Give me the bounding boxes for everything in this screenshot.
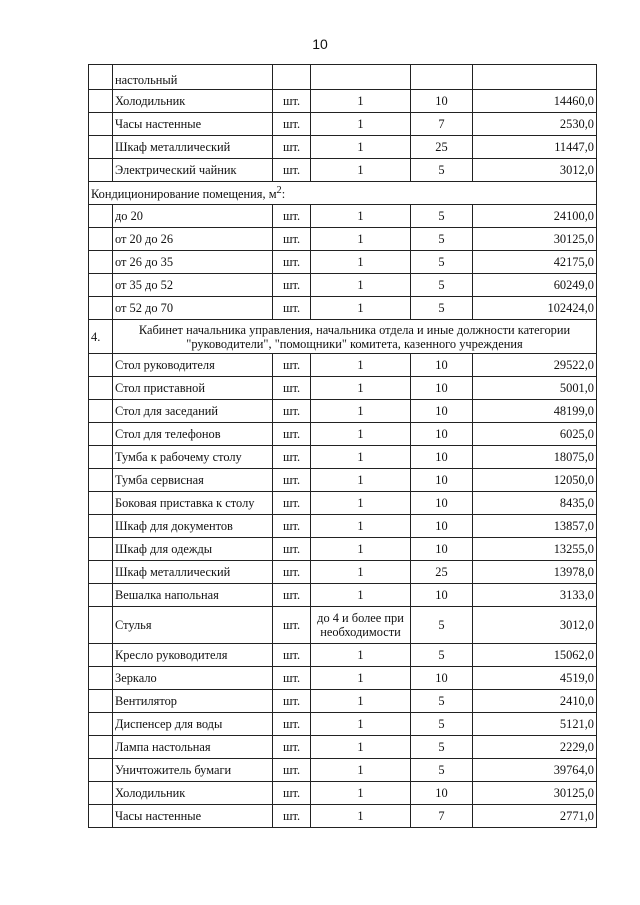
row-number-cell (89, 561, 113, 584)
item-name: от 20 до 26 (113, 228, 273, 251)
item-name: Боковая приставка к столу (113, 492, 273, 515)
table-row (89, 113, 597, 136)
item-name: Стол руководителя (113, 354, 273, 377)
item-quantity: 1 (311, 228, 411, 251)
section-header-row (89, 320, 597, 354)
item-name: Холодильник (113, 90, 273, 113)
table-row (89, 805, 597, 828)
item-name: Уничтожитель бумаги (113, 759, 273, 782)
row-number-cell (89, 492, 113, 515)
item-quantity: 1 (311, 446, 411, 469)
item-price: 14460,0 (473, 90, 597, 113)
item-unit: шт. (273, 667, 311, 690)
table-row (89, 782, 597, 805)
item-unit: шт. (273, 113, 311, 136)
item-name: от 35 до 52 (113, 274, 273, 297)
row-number-cell (89, 736, 113, 759)
row-number-cell (89, 607, 113, 644)
item-service-years (411, 65, 473, 90)
table-row (89, 644, 597, 667)
item-price: 12050,0 (473, 469, 597, 492)
item-price (473, 65, 597, 90)
item-service-years: 5 (411, 159, 473, 182)
item-price: 3012,0 (473, 607, 597, 644)
item-name: Часы настенные (113, 113, 273, 136)
item-name: Тумба к рабочему столу (113, 446, 273, 469)
item-service-years: 5 (411, 228, 473, 251)
item-unit: шт. (273, 205, 311, 228)
item-unit: шт. (273, 159, 311, 182)
item-service-years: 5 (411, 205, 473, 228)
item-quantity: 1 (311, 690, 411, 713)
item-name: от 26 до 35 (113, 251, 273, 274)
item-quantity: 1 (311, 805, 411, 828)
table-row (89, 228, 597, 251)
item-service-years: 5 (411, 690, 473, 713)
item-quantity: 1 (311, 136, 411, 159)
item-unit (273, 65, 311, 90)
row-number-cell (89, 113, 113, 136)
item-unit: шт. (273, 251, 311, 274)
table-row (89, 713, 597, 736)
item-name: до 20 (113, 205, 273, 228)
item-name: Лампа настольная (113, 736, 273, 759)
item-service-years: 25 (411, 561, 473, 584)
item-name: Холодильник (113, 782, 273, 805)
item-quantity: 1 (311, 251, 411, 274)
item-name: Тумба сервисная (113, 469, 273, 492)
item-quantity: 1 (311, 667, 411, 690)
item-name: Шкаф для документов (113, 515, 273, 538)
row-number-cell (89, 584, 113, 607)
item-quantity: 1 (311, 469, 411, 492)
item-unit: шт. (273, 584, 311, 607)
row-number-cell (89, 377, 113, 400)
item-quantity: 1 (311, 274, 411, 297)
item-price: 30125,0 (473, 782, 597, 805)
item-quantity: 1 (311, 713, 411, 736)
item-quantity: 1 (311, 759, 411, 782)
item-name: Стол приставной (113, 377, 273, 400)
item-name: настольный (113, 65, 273, 90)
item-price: 2229,0 (473, 736, 597, 759)
item-quantity: 1 (311, 515, 411, 538)
item-price: 60249,0 (473, 274, 597, 297)
table-row (89, 607, 597, 644)
row-number-cell (89, 354, 113, 377)
item-unit: шт. (273, 736, 311, 759)
item-service-years: 5 (411, 713, 473, 736)
item-price: 5121,0 (473, 713, 597, 736)
item-price: 13857,0 (473, 515, 597, 538)
item-price: 18075,0 (473, 446, 597, 469)
item-quantity: 1 (311, 400, 411, 423)
row-number-cell (89, 274, 113, 297)
page-number: 10 (312, 36, 328, 52)
item-service-years: 10 (411, 538, 473, 561)
row-number-cell (89, 446, 113, 469)
item-name: Диспенсер для воды (113, 713, 273, 736)
superscript: 2 (276, 185, 282, 197)
item-unit: шт. (273, 90, 311, 113)
item-quantity: 1 (311, 584, 411, 607)
item-unit: шт. (273, 354, 311, 377)
item-quantity: 1 (311, 561, 411, 584)
item-unit: шт. (273, 492, 311, 515)
row-number-cell (89, 205, 113, 228)
item-service-years: 10 (411, 377, 473, 400)
item-price: 5001,0 (473, 377, 597, 400)
item-price: 4519,0 (473, 667, 597, 690)
table-row (89, 515, 597, 538)
item-quantity: 1 (311, 354, 411, 377)
item-service-years: 5 (411, 736, 473, 759)
row-number-cell (89, 400, 113, 423)
item-price: 39764,0 (473, 759, 597, 782)
item-unit: шт. (273, 782, 311, 805)
item-price: 11447,0 (473, 136, 597, 159)
row-number-cell (89, 469, 113, 492)
table-row (89, 90, 597, 113)
table-row (89, 377, 597, 400)
row-number-cell (89, 644, 113, 667)
item-name: Кресло руководителя (113, 644, 273, 667)
item-service-years: 10 (411, 584, 473, 607)
item-service-years: 10 (411, 469, 473, 492)
table-row (89, 400, 597, 423)
row-number-cell (89, 713, 113, 736)
item-price: 8435,0 (473, 492, 597, 515)
row-number-cell (89, 538, 113, 561)
item-service-years: 5 (411, 759, 473, 782)
row-number-cell (89, 297, 113, 320)
item-service-years: 5 (411, 274, 473, 297)
table-row (89, 492, 597, 515)
item-quantity (311, 65, 411, 90)
item-service-years: 10 (411, 782, 473, 805)
table-row (89, 690, 597, 713)
item-service-years: 5 (411, 607, 473, 644)
item-quantity: 1 (311, 159, 411, 182)
item-service-years: 5 (411, 644, 473, 667)
row-number-cell (89, 667, 113, 690)
row-number-cell (89, 251, 113, 274)
item-unit: шт. (273, 400, 311, 423)
item-name: Стулья (113, 607, 273, 644)
item-quantity: 1 (311, 113, 411, 136)
item-unit: шт. (273, 469, 311, 492)
table-row (89, 65, 597, 90)
item-service-years: 10 (411, 354, 473, 377)
table-row (89, 759, 597, 782)
item-quantity: 1 (311, 538, 411, 561)
item-unit: шт. (273, 423, 311, 446)
table-row (89, 136, 597, 159)
row-number-cell (89, 136, 113, 159)
category-row (89, 182, 597, 205)
item-price: 2410,0 (473, 690, 597, 713)
item-price: 13255,0 (473, 538, 597, 561)
item-price: 29522,0 (473, 354, 597, 377)
table-row (89, 159, 597, 182)
item-quantity: 1 (311, 377, 411, 400)
item-price: 13978,0 (473, 561, 597, 584)
table-row (89, 561, 597, 584)
category-title: Кондиционирование помещения, $м^2$: (89, 182, 597, 205)
item-service-years: 10 (411, 667, 473, 690)
item-service-years: 10 (411, 492, 473, 515)
table-row (89, 584, 597, 607)
item-service-years: 10 (411, 90, 473, 113)
row-number-cell (89, 228, 113, 251)
item-unit: шт. (273, 690, 311, 713)
section-title: Кабинет начальника управления, начальника отдела и иные должности категории "руководители", "помощники" комитета, казенного учреждения (113, 320, 597, 354)
item-quantity: 1 (311, 423, 411, 446)
item-name: Стол для телефонов (113, 423, 273, 446)
table-row (89, 205, 597, 228)
item-quantity: 1 (311, 205, 411, 228)
table-row (89, 297, 597, 320)
item-service-years: 7 (411, 113, 473, 136)
table-row (89, 446, 597, 469)
item-unit: шт. (273, 538, 311, 561)
item-price: 24100,0 (473, 205, 597, 228)
item-name: Стол для заседаний (113, 400, 273, 423)
item-unit: шт. (273, 607, 311, 644)
item-price: 3133,0 (473, 584, 597, 607)
item-unit: шт. (273, 644, 311, 667)
item-price: 30125,0 (473, 228, 597, 251)
item-quantity: 1 (311, 736, 411, 759)
item-service-years: 10 (411, 423, 473, 446)
item-quantity: 1 (311, 297, 411, 320)
row-number-cell (89, 423, 113, 446)
item-name: Шкаф для одежды (113, 538, 273, 561)
item-unit: шт. (273, 297, 311, 320)
table-row (89, 469, 597, 492)
item-unit: шт. (273, 274, 311, 297)
row-number-cell (89, 90, 113, 113)
row-number-cell (89, 759, 113, 782)
item-unit: шт. (273, 377, 311, 400)
item-unit: шт. (273, 805, 311, 828)
table-row (89, 423, 597, 446)
item-quantity: 1 (311, 492, 411, 515)
item-name: Шкаф металлический (113, 561, 273, 584)
item-service-years: 5 (411, 251, 473, 274)
item-service-years: 7 (411, 805, 473, 828)
item-unit: шт. (273, 759, 311, 782)
item-unit: шт. (273, 136, 311, 159)
table-row (89, 274, 597, 297)
item-unit: шт. (273, 228, 311, 251)
item-unit: шт. (273, 713, 311, 736)
table-row (89, 251, 597, 274)
item-price: 15062,0 (473, 644, 597, 667)
item-service-years: 10 (411, 515, 473, 538)
table-row (89, 736, 597, 759)
row-number-cell (89, 690, 113, 713)
item-service-years: 5 (411, 297, 473, 320)
table-row (89, 354, 597, 377)
section-number: 4. (89, 320, 113, 354)
item-quantity: 1 (311, 644, 411, 667)
row-number-cell (89, 515, 113, 538)
item-service-years: 10 (411, 400, 473, 423)
row-number-cell (89, 782, 113, 805)
item-name: Электрический чайник (113, 159, 273, 182)
item-name: от 52 до 70 (113, 297, 273, 320)
item-price: 2771,0 (473, 805, 597, 828)
furniture-norms-table (88, 64, 597, 828)
item-price: 42175,0 (473, 251, 597, 274)
item-quantity: 1 (311, 90, 411, 113)
item-name: Часы настенные (113, 805, 273, 828)
item-name: Вешалка напольная (113, 584, 273, 607)
item-price: 3012,0 (473, 159, 597, 182)
item-name: Шкаф металлический (113, 136, 273, 159)
item-name: Зеркало (113, 667, 273, 690)
item-service-years: 25 (411, 136, 473, 159)
row-number-cell (89, 65, 113, 90)
row-number-cell (89, 159, 113, 182)
item-price: 6025,0 (473, 423, 597, 446)
item-price: 102424,0 (473, 297, 597, 320)
row-number-cell (89, 805, 113, 828)
item-price: 48199,0 (473, 400, 597, 423)
item-name: Вентилятор (113, 690, 273, 713)
item-unit: шт. (273, 446, 311, 469)
item-unit: шт. (273, 515, 311, 538)
table-row (89, 667, 597, 690)
table-row (89, 538, 597, 561)
item-service-years: 10 (411, 446, 473, 469)
item-unit: шт. (273, 561, 311, 584)
item-quantity: до 4 и более при необходимости (311, 607, 411, 644)
item-price: 2530,0 (473, 113, 597, 136)
item-quantity: 1 (311, 782, 411, 805)
